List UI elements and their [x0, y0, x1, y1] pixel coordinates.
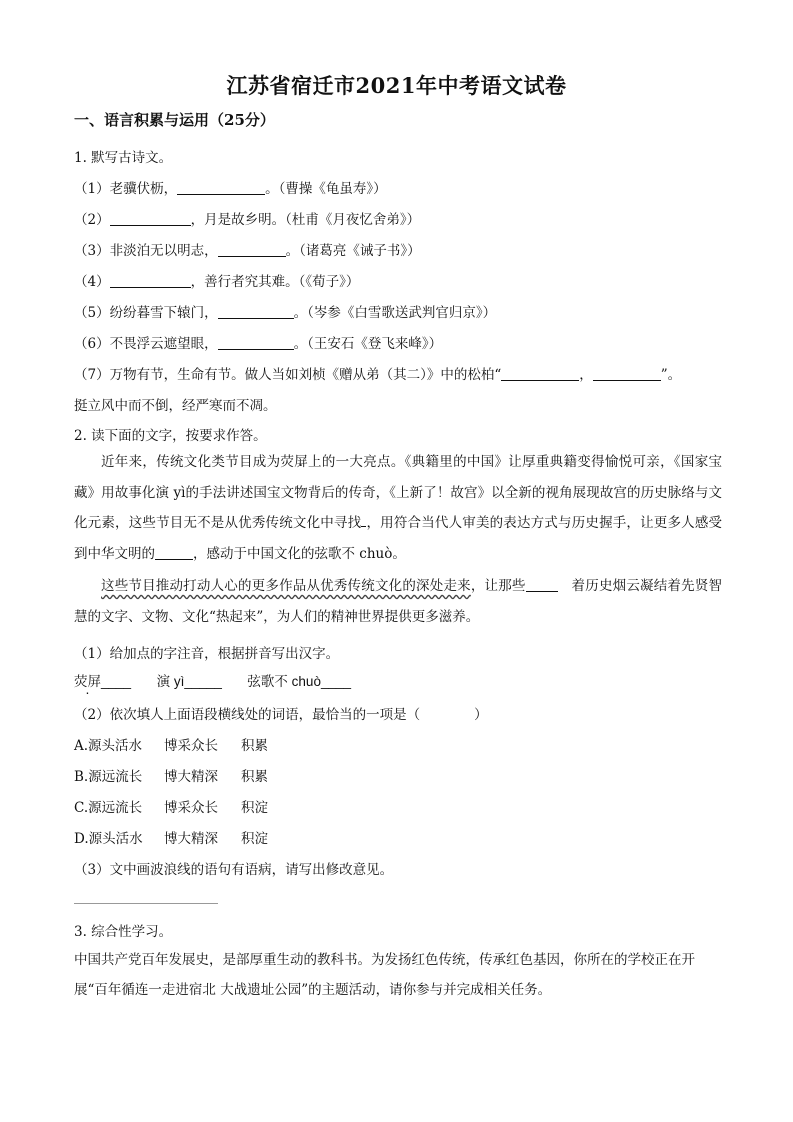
answer-divider — [74, 903, 218, 904]
q1-stem: 1. 默写古诗文。 — [74, 150, 173, 166]
answer-blank[interactable]: _____ — [184, 674, 222, 689]
answer-blank[interactable] — [501, 366, 579, 381]
q2-pinyin-row — [74, 670, 351, 690]
q1-item-3-post: 。（诸葛亮《诫子书》） — [285, 243, 421, 259]
passage-text: ，让那些 — [470, 578, 526, 594]
passage-text: 近年来，传统文化类节目成为 — [101, 454, 281, 470]
option-d[interactable] — [74, 827, 268, 847]
q1-item-1-post: 。（曹操《龟虽寿》） — [265, 181, 387, 197]
exam-title: 江苏省宿迁市2021年中考语文试卷 — [226, 73, 567, 98]
wavy-underlined-sentence: 这些节目推动打动人心的更多作品从优秀传统文化的深处走来 — [101, 578, 471, 594]
q1-item-7-pre: （7）万物有节，生命有节。做人当如刘桢《赠从弟（其二）》中的松柏“ — [74, 367, 502, 383]
answer-blank[interactable] — [218, 304, 294, 319]
section-heading: 一、语言积累与运用（25分） — [74, 111, 275, 129]
answer-blank[interactable]: ____ — [320, 674, 351, 689]
q1-item-4 — [74, 270, 359, 290]
q1-item-3-pre: （3）非淡泊无以明志， — [74, 243, 218, 259]
q1-item-5-post: 。（岑参《白雪歌送武判官归京》） — [293, 305, 497, 321]
answer-blank[interactable] — [218, 335, 294, 350]
answer-blank[interactable]: ____ — [101, 674, 132, 689]
option-a[interactable] — [74, 734, 268, 754]
option-word: 博大精深 — [164, 831, 218, 847]
answer-blank[interactable] — [110, 211, 191, 226]
passage-text: 着历史烟云凝结着先贤智慧的文字、文物、文化“热起来”，为人们的精神世界提供更多滋养。 — [74, 578, 723, 625]
pinyin-word-2: 演 yì — [156, 674, 185, 689]
q1-item-7-cont: 挺立风中而不倒，经严寒而不凋。 — [74, 398, 277, 414]
option-word: 博采众长 — [164, 800, 218, 816]
q2-sub2: （2）依次填人上面语段横线处的词语，最恰当的一项是（ ） — [74, 707, 488, 723]
option-word: D.源头活水 — [74, 831, 143, 847]
q1-item-2-post: ，月是故乡明。（杜甫《月夜忆舍弟》） — [190, 212, 421, 228]
answer-blank[interactable] — [593, 366, 661, 381]
q1-item-1 — [74, 177, 387, 197]
pinyin-word-3: 弦歌不 chuò — [247, 674, 321, 689]
q3-stem: 3. 综合性学习。 — [74, 924, 173, 940]
passage-text: ，用符合当代人审美的表达方式与历史握手，让更多人感受到中华文明的 — [74, 515, 723, 562]
passage-text: 屏上的一大亮点。《典籍里的中国》让厚重典籍变得愉悦可亲，《国家宝藏》用故事化演 yì的手法讲述国宝文物背后的传奇，《上新了！故宫》以全新的视角展现故宫的历史脉络与文化元素，这些节目无不是从优秀传统文化中寻找 — [74, 454, 723, 531]
answer-blank[interactable] — [526, 577, 558, 592]
q1-item-4-pre: （4） — [74, 274, 110, 290]
answer-blank[interactable] — [177, 180, 265, 195]
q2-sub3: （3）文中画波浪线的语句有语病，请写出修改意见。 — [74, 862, 394, 878]
q1-item-7 — [74, 363, 681, 383]
q2-passage-para-2 — [74, 571, 722, 632]
option-word: 积淀 — [241, 831, 268, 847]
q1-item-2-pre: （2） — [74, 212, 110, 228]
option-word: 博大精深 — [164, 769, 218, 785]
q1-item-4-post: ，善行者究其难。（《荀子》） — [190, 274, 360, 290]
option-word: A.源头活水 — [74, 738, 143, 754]
option-c[interactable] — [74, 796, 268, 816]
option-word: 积累 — [241, 769, 268, 785]
dotted-char: 荧 · — [280, 454, 294, 470]
passage-text: ，感动于中国文化的弦歌不 chuò。 — [193, 545, 406, 562]
q1-item-5 — [74, 301, 496, 321]
q2-sub1: （1）给加点的字注音，根据拼音写出汉字。 — [74, 646, 340, 662]
q2-passage-para-1 — [74, 447, 722, 569]
answer-blank[interactable] — [110, 273, 191, 288]
q1-item-6-pre: （6）不畏浮云遮望眼， — [74, 336, 218, 352]
option-b[interactable] — [74, 765, 268, 785]
q1-item-5-pre: （5）纷纷暮雪下辕门， — [74, 305, 218, 321]
option-word: 积累 — [241, 738, 268, 754]
pinyin-word-1: 荧屏 — [74, 674, 101, 689]
q1-item-7-mid: ， — [579, 367, 593, 383]
q1-item-7-post: ”。 — [660, 367, 682, 383]
option-word: B.源远流长 — [74, 769, 143, 785]
q1-item-3 — [74, 239, 421, 259]
option-word: C.源远流长 — [74, 800, 143, 816]
q1-item-1-pre: （1）老骥伏枥， — [74, 181, 178, 197]
q1-item-2 — [74, 208, 420, 228]
answer-blank[interactable] — [218, 242, 286, 257]
q1-item-6-post: 。（王安石《登飞来峰》） — [293, 336, 443, 352]
q3-body: 中国共产党百年发展史，是部厚重生动的教科书。为发扬红色传统，传承红色基因，你所在的学校正在开展“百年循连一走进宿北 大战遗址公园”的主题活动，请你参与并完成相关任务。 — [74, 952, 695, 998]
q2-stem: 2. 读下面的文字，按要求作答。 — [74, 428, 267, 444]
option-word: 博采众长 — [164, 738, 218, 754]
option-word: 积淀 — [241, 800, 268, 816]
q1-item-6 — [74, 332, 442, 352]
answer-blank[interactable] — [155, 545, 193, 560]
